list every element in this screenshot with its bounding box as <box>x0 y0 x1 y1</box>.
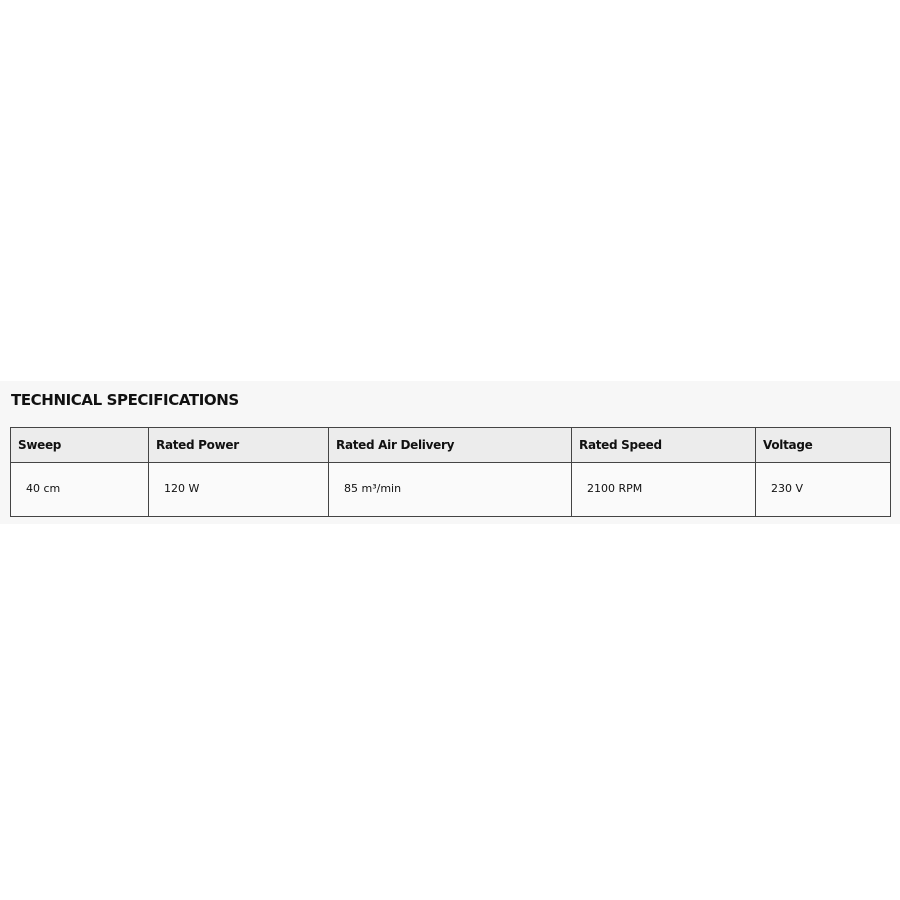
value-rated-air-delivery: 85 m³/min <box>329 463 572 517</box>
value-rated-speed: 2100 RPM <box>572 463 756 517</box>
header-rated-air-delivery: Rated Air Delivery <box>329 428 572 463</box>
value-sweep: 40 cm <box>11 463 149 517</box>
header-rated-power: Rated Power <box>149 428 329 463</box>
header-sweep: Sweep <box>11 428 149 463</box>
table-header-row <box>11 428 891 463</box>
technical-specifications-section <box>0 381 900 524</box>
specifications-table <box>10 427 891 517</box>
header-voltage: Voltage <box>756 428 891 463</box>
value-voltage: 230 V <box>756 463 891 517</box>
header-rated-speed: Rated Speed <box>572 428 756 463</box>
table-row <box>11 463 891 517</box>
value-rated-power: 120 W <box>149 463 329 517</box>
section-title: TECHNICAL SPECIFICATIONS <box>11 391 239 409</box>
